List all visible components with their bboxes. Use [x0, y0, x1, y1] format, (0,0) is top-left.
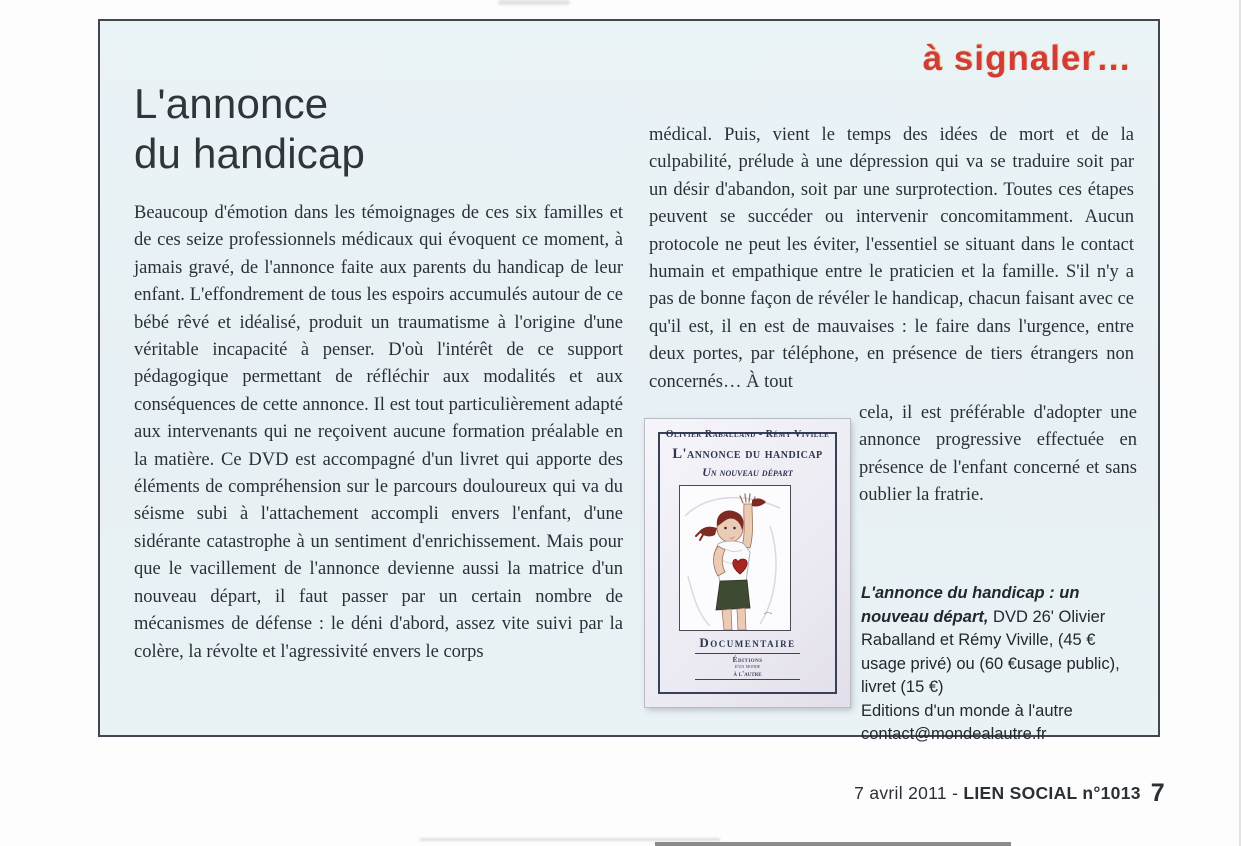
dvd-cover-genre: Documentaire: [699, 635, 796, 650]
skirt: [716, 580, 750, 610]
article-panel: [98, 19, 1160, 743]
footer-date: 7 avril 2011 -: [854, 783, 964, 803]
dvd-cover-subtitle: Un nouveau départ: [702, 465, 793, 479]
scan-artifact-top: [498, 0, 570, 5]
article-title-line1: L'annonce: [134, 80, 329, 127]
raised-arm: [742, 504, 753, 548]
caption-email: contact@mondealautre.fr: [861, 725, 1047, 743]
article-title-line2: du handicap: [134, 130, 366, 177]
article-left-column: Beaucoup d'émotion dans les témoignages de ces six familles et de ces seize professionnels médicaux qui évoquent ce moment, à jamais gravé, de l'annonce faite aux parents du handicap de leur enfant. L'effondrement de tous les espoirs accumulés autour de ce bébé rêvé et idéalisé, produit un traumatisme à l'origine d'une véritable incapacité à penser. D'où l'intérêt de ce support pédagogique permettant de réfléchir aux modalités et aux conséquences de cette annonce. Il est tout particulièrement adapté aux intervenants qui ne reçoivent aucune formation préalable en la matière. Ce DVD est accompagné d'un livret qui apporte des éléments de compréhension sur le parcours douloureux qui va du séisme subi à l'attachement accompli envers l'enfant, d'une sidérante catastrophe à un sentiment d'enrichissement. Mais pour que le vacillement de l'annonce devienne aussi la matrice d'un nouveau départ, il faut passer par un certain nombre de mécanismes de défense : le déni d'abord, assez vite suivi par la colère, la révolte et l'agressivité envers le corps: [134, 203, 623, 662]
section-badge: à signaler…: [922, 39, 1132, 78]
footer-journal-name: LIEN SOCIAL n°1013: [963, 783, 1141, 803]
article-right-column-top: médical. Puis, vient le temps des idées de mort et de la culpabilité, prélude à une dépression qui va se traduire soit par un désir d'abandon, soit par une surprotection. Toutes ces étapes peuvent se succéder ou intervenir concomitamment. Aucun protocole ne peut les éviter, l'essentiel se situant dans le contact humain et empathique entre le praticien et la famille. S'il n'y a pas de bonne façon de révéler le handicap, chacun faisant avec ce qu'il est, il en est de mauvaises : le faire dans l'urgence, entre deux portes, par téléphone, en présence de tiers étrangers non concernés… À tout: [649, 125, 1134, 392]
scan-artifact-bottom-bar: [655, 842, 1011, 846]
publisher-line3: à l'autre: [733, 670, 762, 678]
dvd-cover-illustration: [679, 485, 791, 631]
dvd-cover: [645, 419, 850, 707]
dvd-cover-publisher-logo: [695, 653, 800, 680]
caption-title: L'annonce du handicap : un nouveau départ,: [861, 584, 1080, 626]
dvd-cover-authors: Olivier Raballand - Rémy Viville: [665, 429, 830, 440]
caption-publisher: Editions d'un monde à l'autre: [861, 701, 1073, 720]
leg-left: [722, 609, 732, 630]
dvd-caption: [861, 582, 1139, 747]
publisher-line2: d'un monde: [734, 664, 761, 670]
caption-details: DVD 26' Olivier Raballand et Rémy Viville, (45 € usage privé) ou (60 €usage public), livret (15 €): [861, 607, 1120, 696]
publisher-line1: Éditions: [732, 655, 763, 664]
scan-artifact-bottom-smudge: [420, 838, 720, 841]
dvd-cover-title: L'annonce du handicap: [672, 446, 823, 462]
article-title: [134, 79, 365, 179]
leg-right: [737, 608, 746, 630]
article-right-column-beside-image: cela, il est préférable d'adopter une annonce progressive effectuée en présence de l'enfant concerné et sans oublier la fratrie.: [859, 403, 1137, 506]
pigtail-top: [752, 498, 766, 506]
page-footer: [854, 779, 1165, 808]
footer-page-number: 7: [1150, 779, 1165, 807]
